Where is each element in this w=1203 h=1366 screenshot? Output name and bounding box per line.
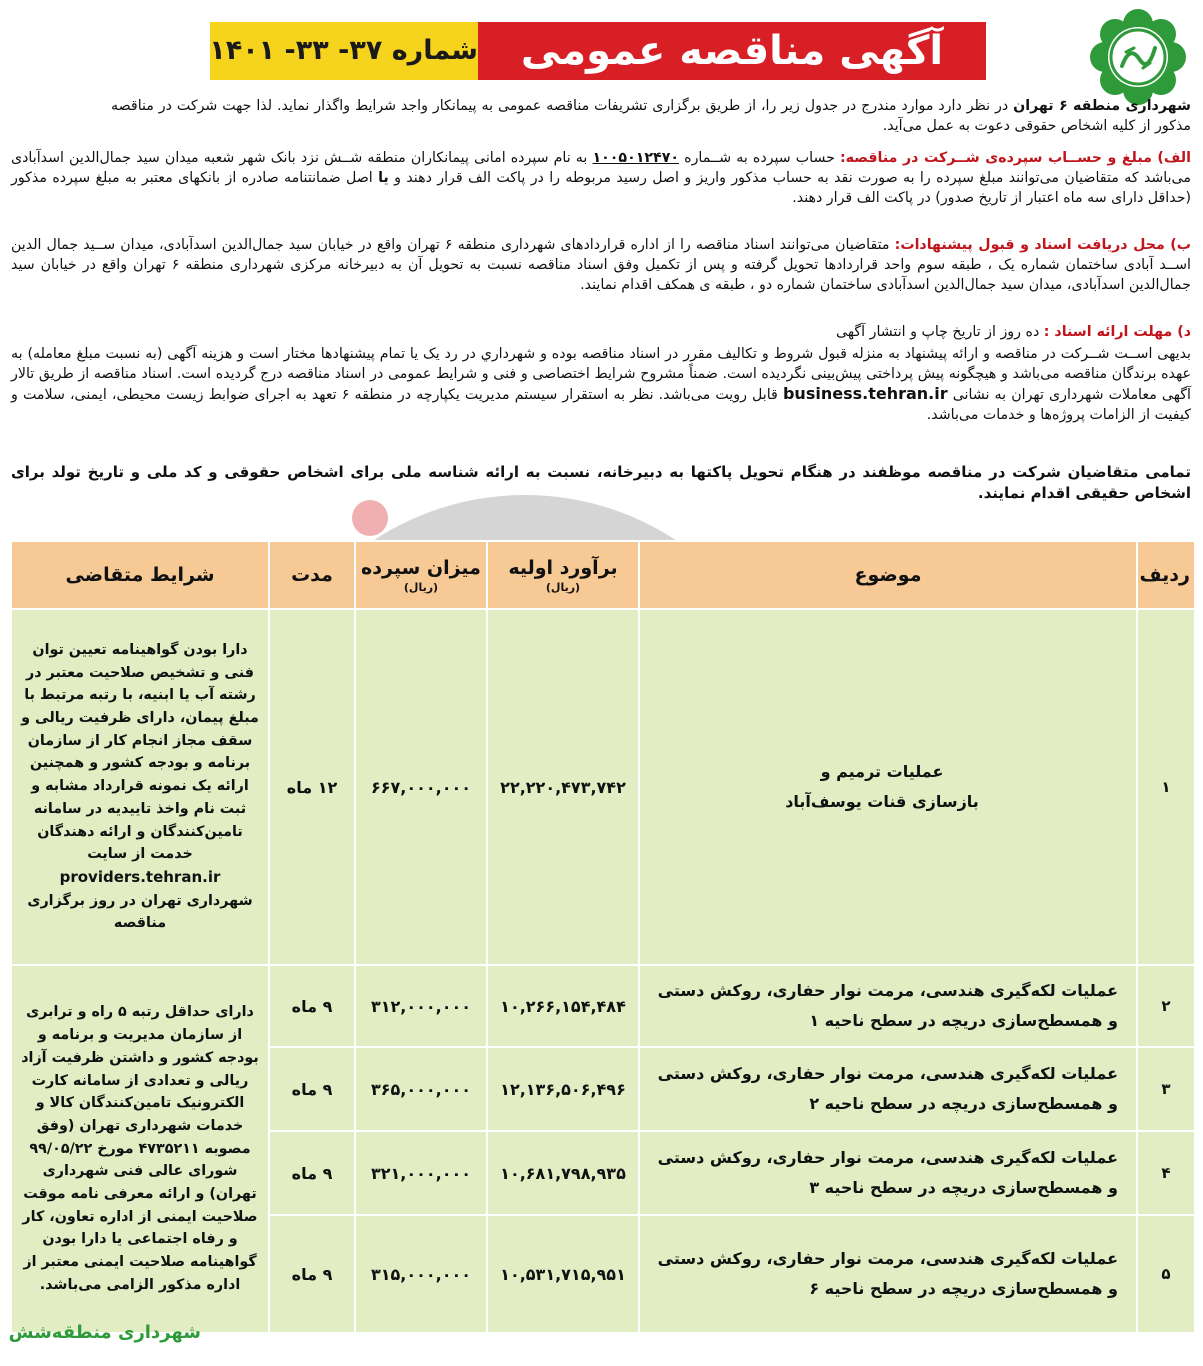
conditions-text-a: دارا بودن گواهینامه تعیین توان فنی و تشخیص صلاحیت معتبر در رشته آب یا ابنیه، با رتبه مرتبط با مبلغ پیمان، دارای ظرفیت ریالی و سقف مجاز انجام کار از سازمان برنامه و بودجه کشور و همچنین ارائه یک نمونه قرارداد مشابه و ثبت نام واخذ تاییدیه در سامانه تامین‌کنندگان و ارائه دهندگان خدمت از سایت xyxy=(21,641,259,863)
row-number: ۳ xyxy=(1137,1047,1195,1131)
shared-conditions: دارای حداقل رتبه ۵ راه و ترابری از سازمان مدیریت و برنامه و بودجه کشور و داشتن ظرفیت آزاد ریالی و تعدادی از سامانه کارت الکترونیک تامین‌کنندگان کالا و خدمات شهرداری تهران (وفق مصوبه ۴۷۳۵۲۱۱ مورخ ۹۹/۰۵/۲۲ شورای عالی فنی شهرداری تهران) و ارائه معرفی نامه موقت صلاحیت ایمنی از اداره تعاون، کار و رفاه اجتماعی یا دارا بودن گواهینامه صلاحیت ایمنی معتبر از اداره مذکور الزامی می‌باشد. xyxy=(11,965,269,1333)
table-row xyxy=(11,609,1195,965)
title-banner xyxy=(210,22,986,80)
header-subject: موضوع xyxy=(639,541,1137,609)
row-estimate: ۱۰,۵۳۱,۷۱۵,۹۵۱ xyxy=(487,1215,639,1333)
row-subject-line-1: عملیات لکه‌گیری هندسی، مرمت نوار حفاری، روکش دستی xyxy=(657,1148,1118,1167)
row-subject-line-2: و همسطح‌سازی دریچه در سطح ناحیه ۱ xyxy=(809,1011,1118,1030)
row-deposit: ۳۱۵,۰۰۰,۰۰۰ xyxy=(355,1215,487,1333)
row-subject-line-1: عملیات لکه‌گیری هندسی، مرمت نوار حفاری، روکش دستی xyxy=(657,981,1118,1000)
row-duration: ۹ ماه xyxy=(269,965,355,1047)
row-deposit: ۳۶۵,۰۰۰,۰۰۰ xyxy=(355,1047,487,1131)
row-duration: ۱۲ ماه xyxy=(269,609,355,965)
section-d-heading: د) مهلت ارائه اسناد : xyxy=(1043,324,1191,340)
notes-text-1: بدیهی اســت شــرکت در مناقصه و ارائه پیشنهاد به منزله قبول شروط و تکالیف مقرر در اسناد مناقصه بوده و شهرداري در رد یک یا تمام پیشنهادها مختار است و هزینه آگهی (به نسبت مبلغ معامله) به عهده برندگان مناقصه می‌باشد و هیچگونه پیش پرداختی پیش‌بینی نگردیده است. ضمناً مشروح شرایط اختصاصی و فنی و شرایط عمومی در اسناد مناقصه درج گردیده است. اسناد مناقصه از طریق تالار آگهی معاملات شهرداری تهران به نشانی xyxy=(11,346,1191,403)
header-row-number: ردیف xyxy=(1137,541,1195,609)
advert-number: شماره ۳۷- ۳۳- ۱۴۰۱ xyxy=(209,35,478,66)
header-deposit-unit: (ریال) xyxy=(403,580,439,594)
table-header-row xyxy=(11,541,1195,609)
advert-title: آگهی مناقصه عمومی xyxy=(478,22,986,80)
row-subject xyxy=(639,965,1137,1047)
row-deposit: ۳۲۱,۰۰۰,۰۰۰ xyxy=(355,1131,487,1215)
row-estimate: ۲۲,۲۲۰,۴۷۳,۷۴۲ xyxy=(487,609,639,965)
row-estimate: ۱۰,۶۸۱,۷۹۸,۹۳۵ xyxy=(487,1131,639,1215)
row-estimate: ۱۲,۱۳۶,۵۰۶,۴۹۶ xyxy=(487,1047,639,1131)
row-deposit: ۳۱۲,۰۰۰,۰۰۰ xyxy=(355,965,487,1047)
section-b-paragraph xyxy=(11,235,1191,295)
row-deposit: ۶۶۷,۰۰۰,۰۰۰ xyxy=(355,609,487,965)
row-subject xyxy=(639,1131,1137,1215)
row-subject-line-2: بازسازی قنات یوسف‌آباد xyxy=(785,792,979,811)
national-id-requirement: تمامی متقاضیان شرکت در مناقصه موظفند در هنگام تحویل پاکتها به دبیرخانه، نسبت به ارائه شناسه ملی برای اشخاص حقوقی و کد ملی و تاریخ تولد برای اشخاص حقیقی اقدام نمایند. xyxy=(11,463,1191,502)
section-a-text-3: اصل ضمانتنامه صادره از بانکهای معتبر به مبلغ سپرده مذکور (حداقل دارای سه ماه اعتبار از تاریخ صدور) در پاکت الف قرار دهند. xyxy=(11,170,1191,206)
conditions-text-b: شهرداری تهران در روز برگزاری مناقصه xyxy=(27,892,253,932)
deposit-account-number: ۱۰۰۵۰۱۲۴۷۰ xyxy=(592,150,680,166)
row-number: ۱ xyxy=(1137,609,1195,965)
intro-paragraph xyxy=(111,96,1191,136)
row-duration: ۹ ماه xyxy=(269,1131,355,1215)
row-number: ۴ xyxy=(1137,1131,1195,1215)
row-duration: ۹ ماه xyxy=(269,1047,355,1131)
row-duration: ۹ ماه xyxy=(269,1215,355,1333)
row-subject xyxy=(639,1047,1137,1131)
section-a-heading: الف) مبلغ و حســاب سپرده‌ی شــرکت در مناقصه: xyxy=(839,150,1191,166)
tender-items-table xyxy=(10,540,1196,1334)
notes-text-2: قابل رویت می‌باشد. نظر به استقرار سیستم مدیریت یکپارچه در منطقه ۶ تعهد به اجرای ضوابط زیست محیطی، ایمنی، سلامت و کیفیت از الزامات پروژه‌ها و خدمات می‌باشد. xyxy=(11,387,1191,423)
row-subject-line-2: و همسطح‌سازی دریچه در سطح ناحیه ۳ xyxy=(809,1178,1118,1197)
header-deposit xyxy=(355,541,487,609)
table-row xyxy=(11,965,1195,1047)
row-number: ۲ xyxy=(1137,965,1195,1047)
providers-website-link[interactable]: providers.tehran.ir xyxy=(59,867,221,886)
header-estimate-label: برآورد اولیه xyxy=(508,556,618,579)
section-b-text: متقاضیان می‌توانند اسناد مناقصه را از اداره قراردادهای شهرداری منطقه ۶ تهران واقع در خیابان سید جمال‌الدین اسدآبادی، میدان ســید جمال الدین اســد آبادی ساختمان شماره یک ، طبقه سوم واحد قراردادها تحویل گرفته و پس از تکمیل وفق اسناد مناقصه نسبت به تحویل آن به دبیرخانه مرکزی شهرداری منطقه ۶ تهران واقع در خیابان سید جمال‌الدین اسدآبادی، میدان سید جمال‌الدین اسدآبادی ساختمان شماره دو ، طبقه ی همکف اقدام نمایند. xyxy=(11,237,1192,293)
section-d-paragraph xyxy=(11,322,1191,342)
footer-signature: شهرداری منطقه‌شش xyxy=(8,1322,201,1343)
section-a-paragraph xyxy=(11,148,1191,208)
header-conditions: شرایط متقاضی xyxy=(11,541,269,609)
section-a-text-2: به نام سپرده امانی پیمانکاران منطقه شــش نزد بانک شهر شعبه میدان سید جمال‌الدین اسدآبادی می‌باشد که متقاضیان می‌توانند مبلغ سپرده را به صورت نقد به حساب مذکور واریز و اصل رسید مربوطه را در پاکت الف قرار دهند و xyxy=(11,150,1191,186)
row-subject-line-2: و همسطح‌سازی دریچه در سطح ناحیه ۲ xyxy=(809,1094,1118,1113)
header-duration: مدت xyxy=(269,541,355,609)
section-a-text-1: حساب سپرده به شــماره xyxy=(679,150,840,166)
section-a-or: یا xyxy=(378,170,389,186)
row-estimate: ۱۰,۲۶۶,۱۵۴,۴۸۴ xyxy=(487,965,639,1047)
tehran-municipality-logo-icon xyxy=(1088,8,1188,106)
row-conditions xyxy=(11,609,269,965)
row-subject xyxy=(639,1215,1137,1333)
business-website-link[interactable]: business.tehran.ir xyxy=(782,384,948,403)
row-subject-line-2: و همسطح‌سازی دریچه در سطح ناحیه ۶ xyxy=(809,1279,1118,1298)
header-estimate xyxy=(487,541,639,609)
header-deposit-label: میزان سپرده xyxy=(361,556,481,579)
header-estimate-unit: (ریال) xyxy=(545,580,581,594)
row-number: ۵ xyxy=(1137,1215,1195,1333)
general-notes-paragraph xyxy=(11,344,1191,425)
row-subject-line-1: عملیات لکه‌گیری هندسی، مرمت نوار حفاری، روکش دستی xyxy=(657,1064,1118,1083)
row-subject-line-1: عملیات لکه‌گیری هندسی، مرمت نوار حفاری، روکش دستی xyxy=(657,1249,1118,1268)
intro-text: در نظر دارد موارد مندرج در جدول زیر را، از طریق برگزاری تشریفات مناقصه عمومی به پیمانکار واجد شرایط واگذار نماید. لذا جهت شرکت در مناقصه مذکور از کلیه اشخاص حقوقی دعوت به عمل می‌آید. xyxy=(111,98,1191,134)
section-b-heading: ب) محل دریافت اسناد و قبول پیشنهادات: xyxy=(894,237,1192,253)
row-subject xyxy=(639,609,1137,965)
section-d-text: ده روز از تاریخ چاپ و انتشار آگهی xyxy=(836,324,1044,340)
intro-lead: شهرداری منطقه ۶ تهران xyxy=(1013,98,1191,114)
row-subject-line-1: عملیات ترمیم و xyxy=(820,762,944,781)
